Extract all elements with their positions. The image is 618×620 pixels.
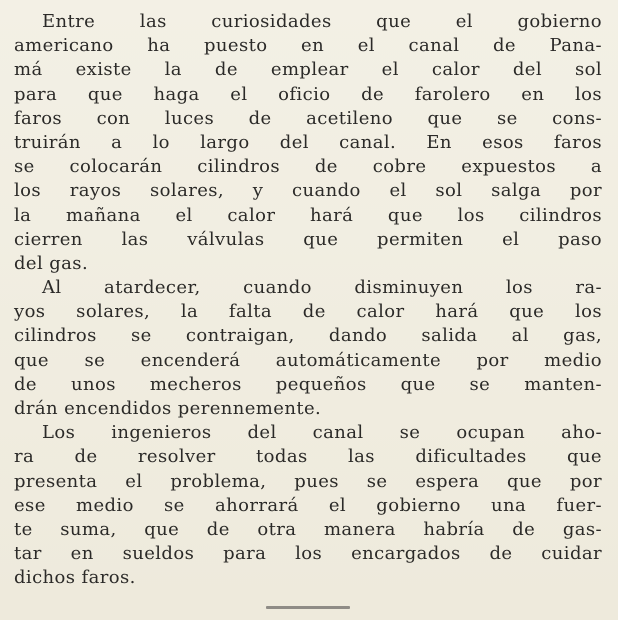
- text-line: de unos mecheros pequeños que se manten-: [14, 373, 602, 395]
- text-line: cierren las válvulas que permiten el paso: [14, 228, 602, 250]
- article-paragraph-2: [14, 276, 602, 421]
- text-line: Entre las curiosidades que el gobierno: [42, 11, 602, 32]
- text-line: faros con luces de acetileno que se cons-: [14, 107, 602, 129]
- text-line: presenta el problema, pues se espera que por: [14, 470, 602, 492]
- text-line: los rayos solares, y cuando el sol salga por: [14, 180, 602, 202]
- article-paragraph-1: [14, 10, 602, 276]
- text-line: Los ingenieros del canal se ocupan aho-: [42, 422, 602, 444]
- text-line: te suma, que de otra manera habría de gas-: [14, 518, 602, 540]
- article-paragraph-3: [14, 421, 602, 590]
- text-line: que se encenderá automáticamente por medio: [14, 349, 602, 371]
- text-line: americano ha puesto en el canal de Pana-: [14, 35, 602, 57]
- text-line: se colocarán cilindros de cobre expuestos a: [14, 156, 602, 178]
- article-column: [14, 10, 602, 591]
- text-line: cilindros se contraigan, dando salida al gas,: [14, 325, 602, 347]
- text-line: dichos faros.: [14, 567, 136, 589]
- text-line: la mañana el calor hará que los cilindros: [14, 204, 602, 226]
- text-line: má existe la de emplear el calor del sol: [14, 59, 602, 81]
- text-line: yos solares, la falta de calor hará que los: [14, 301, 602, 323]
- closing-rule-divider: [266, 606, 350, 609]
- text-line: del gas.: [14, 252, 89, 274]
- text-line: ese medio se ahorrará el gobierno una fuer-: [14, 494, 602, 516]
- text-line: para que haga el oficio de farolero en los: [14, 83, 602, 105]
- text-line: drán encendidos perennemente.: [14, 398, 322, 419]
- text-line: Al atardecer, cuando disminuyen los ra-: [42, 277, 602, 299]
- text-line: truirán a lo largo del canal. En esos faros: [14, 131, 602, 153]
- text-line: tar en sueldos para los encargados de cuidar: [14, 543, 602, 565]
- text-line: ra de resolver todas las dificultades que: [14, 446, 602, 468]
